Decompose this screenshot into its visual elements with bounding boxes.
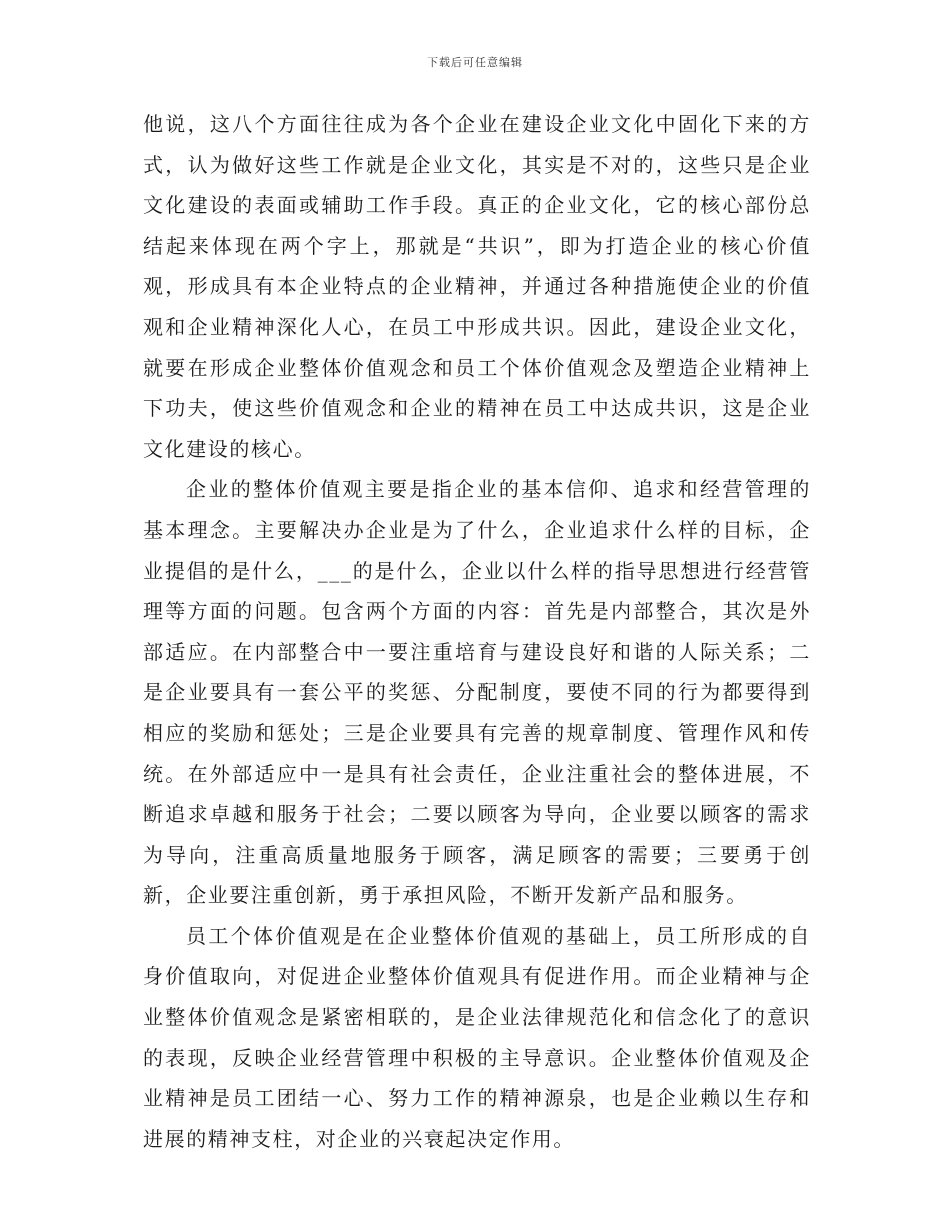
- paragraph-overall-values: 企业的整体价值观主要是指企业的基本信仰、追求和经营管理的基本理念。主要解决办企业是为了什么，企业追求什么样的目标，企业提倡的是什么，___的是什么，企业以什么样的指导思想进行经营管理等方面的问题。包含两个方面的内容：首先是内部整合，其次是外部适应。在内部整合中一要注重培育与建设良好和谐的人际关系；二是企业要具有一套公平的奖惩、分配制度，要使不同的行为都要得到相应的奖励和惩处；三是企业要具有完善的规章制度、管理作风和传统。在外部适应中一是具有社会责任，企业注重社会的整体进展，不断追求卓越和服务于社会；二要以顾客为导向，企业要以顾客的需求为导向，注重高质量地服务于顾客，满足顾客的需要；三要勇于创新，企业要注重创新，勇于承担风险，不断开发新产品和服务。: [143, 477, 811, 908]
- paragraph-individual-values: 员工个体价值观是在企业整体价值观的基础上，员工所形成的自身价值取向，对促进企业整体价值观具有促进作用。而企业精神与企业整体价值观念是紧密相联的，是企业法律规范化和信念化了的意识的表现，反映企业经营管理中积极的主导意识。企业整体价值观及企业精神是员工团结一心、努力工作的精神源泉，也是企业赖以生存和进展的精神支柱，对企业的兴衰起决定作用。: [143, 923, 811, 1151]
- paragraph-continued: 他说，这八个方面往往成为各个企业在建设企业文化中固化下来的方式，认为做好这些工作就是企业文化，其实是不对的，这些只是企业文化建设的表面或辅助工作手段。真正的企业文化，它的核心部份总结起来体现在两个字上，那就是“共识”，即为打造企业的核心价值观，形成具有本企业特点的企业精神，并通过各种措施使企业的价值观和企业精神深化人心，在员工中形成共识。因此，建设企业文化，就要在形成企业整体价值观念和员工个体价值观念及塑造企业精神上下功夫，使这些价值观念和企业的精神在员工中达成共识，这是企业文化建设的核心。: [143, 112, 811, 461]
- page-header: 下载后可任意编辑: [427, 56, 523, 69]
- document-body: [143, 104, 811, 1159]
